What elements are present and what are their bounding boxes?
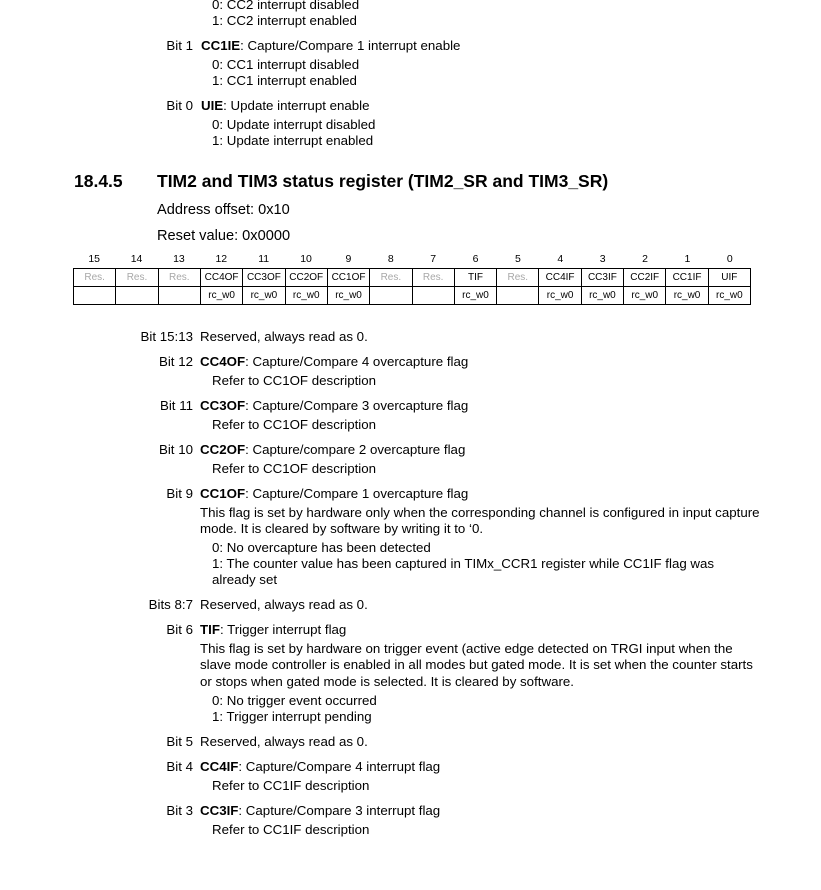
access-cell — [158, 287, 200, 305]
field-cell-cc4if: CC4IF — [539, 269, 581, 287]
access-cell: rc_w0 — [708, 287, 750, 305]
bit-number: 3 — [599, 253, 606, 265]
bit10-title — [200, 442, 465, 458]
bit-number: 4 — [557, 253, 564, 265]
bit15-13-text: Reserved, always read as 0. — [200, 329, 368, 344]
bit-number: 1 — [684, 253, 691, 265]
access-cell: rc_w0 — [581, 287, 623, 305]
bit11-name: CC3OF — [200, 398, 246, 413]
register-table — [73, 268, 751, 305]
access-row — [74, 287, 751, 305]
bit-number: 2 — [642, 253, 648, 265]
bit3-label: Bit 3 — [166, 803, 193, 818]
bit6-desc: : Trigger interrupt flag — [219, 622, 347, 637]
bit12-ref: Refer to CC1OF description — [212, 373, 377, 388]
bit10-name: CC2OF — [200, 442, 246, 457]
bit4-title — [200, 759, 440, 775]
bit1-desc: : Capture/Compare 1 interrupt enable — [240, 38, 461, 53]
bit9-desc: : Capture/Compare 1 overcapture flag — [245, 486, 469, 501]
bit1-name: CC1IE — [201, 38, 241, 53]
bit8-7-label: Bits 8:7 — [148, 597, 193, 612]
reset-value: Reset value: 0x0000 — [157, 228, 291, 244]
bit9-opt0: 0: No overcapture has been detected — [212, 540, 431, 555]
field-cell-tif: TIF — [454, 269, 496, 287]
section-title: TIM2 and TIM3 status register (TIM2_SR and TIM3_SR) — [157, 171, 609, 191]
access-cell — [116, 287, 158, 305]
bit1-opt0: 0: CC1 interrupt disabled — [212, 57, 360, 72]
field-cell-cc4of: CC4OF — [200, 269, 242, 287]
bit0-name: UIE — [201, 98, 224, 113]
field-cell-cc2of: CC2OF — [285, 269, 327, 287]
field-cell-cc1if: CC1IF — [666, 269, 708, 287]
bit6-para-line2: slave mode controller is enabled in all modes but gated mode. It is set when the counter starts — [200, 657, 753, 672]
bit1-title — [201, 38, 460, 54]
bit9-label: Bit 9 — [166, 486, 193, 501]
bit0-title — [201, 98, 370, 114]
access-cell: rc_w0 — [243, 287, 285, 305]
bit9-opt1: 1: The counter value has been captured in TIMx_CCR1 register while CC1IF flag was — [212, 556, 715, 571]
bit9-para-line1: This flag is set by hardware only when the corresponding channel is configured in input capture — [200, 505, 760, 520]
bit0-opt1: 1: Update interrupt enabled — [212, 133, 374, 148]
field-cell-reserved: Res. — [116, 269, 158, 287]
access-cell — [370, 287, 412, 305]
bit-number: 13 — [173, 253, 185, 265]
bit-number: 10 — [300, 253, 312, 265]
bit-number: 5 — [515, 253, 521, 265]
bit11-title — [200, 398, 468, 414]
field-cell-reserved: Res. — [497, 269, 539, 287]
section-number: 18.4.5 — [74, 171, 123, 191]
bit6-opt0: 0: No trigger event occurred — [212, 693, 377, 708]
bit10-desc: : Capture/compare 2 overcapture flag — [245, 442, 466, 457]
bit9-opt1-cont: already set — [212, 572, 278, 587]
bit4-ref: Refer to CC1IF description — [212, 778, 370, 793]
access-cell: rc_w0 — [624, 287, 666, 305]
bit-number: 14 — [130, 253, 143, 265]
bit4-desc: : Capture/Compare 4 interrupt flag — [238, 759, 441, 774]
bit3-ref: Refer to CC1IF description — [212, 822, 370, 837]
bit-number: 12 — [215, 253, 228, 265]
bit0-opt0: 0: Update interrupt disabled — [212, 117, 376, 132]
bit11-label: Bit 11 — [159, 398, 193, 413]
bit6-name: TIF — [200, 622, 220, 637]
bit12-title — [200, 354, 468, 370]
bit3-desc: : Capture/Compare 3 interrupt flag — [238, 803, 441, 818]
field-cell-uif: UIF — [708, 269, 750, 287]
field-row — [74, 269, 751, 287]
bit12-desc: : Capture/Compare 4 overcapture flag — [245, 354, 469, 369]
bit-number: 9 — [345, 253, 352, 265]
bit-number: 6 — [472, 253, 479, 265]
field-cell-reserved: Res. — [412, 269, 454, 287]
bit5-text: Reserved, always read as 0. — [200, 734, 368, 749]
bit-number-row — [73, 252, 751, 266]
access-cell — [74, 287, 116, 305]
bit6-opt1: 1: Trigger interrupt pending — [212, 709, 372, 724]
access-cell — [412, 287, 454, 305]
bit-number: 11 — [258, 253, 270, 265]
address-offset: Address offset: 0x10 — [157, 202, 290, 218]
field-cell-cc3if: CC3IF — [581, 269, 623, 287]
bit-number: 15 — [88, 253, 101, 265]
bit-number: 7 — [430, 253, 437, 265]
access-cell: rc_w0 — [454, 287, 496, 305]
bit9-title — [200, 486, 468, 502]
bit11-desc: : Capture/Compare 3 overcapture flag — [245, 398, 469, 413]
bit3-name: CC3IF — [200, 803, 239, 818]
bit9-para-line2: mode. It is cleared by software by writing it to ‘0. — [200, 521, 484, 536]
bit6-para-line3: or stops when gated mode is selected. It is cleared by software. — [200, 674, 574, 689]
bit12-name: CC4OF — [200, 354, 246, 369]
cc2-disabled-text: 0: CC2 interrupt disabled — [212, 0, 360, 12]
bit10-label: Bit 10 — [158, 442, 193, 457]
field-cell-cc1of: CC1OF — [327, 269, 369, 287]
access-cell: rc_w0 — [285, 287, 327, 305]
field-cell-cc2if: CC2IF — [624, 269, 666, 287]
bit15-13-label: Bit 15:13 — [140, 329, 193, 344]
bit-number: 0 — [726, 253, 733, 265]
bit8-7-text: Reserved, always read as 0. — [200, 597, 368, 612]
field-cell-reserved: Res. — [370, 269, 412, 287]
access-cell: rc_w0 — [200, 287, 242, 305]
bit12-label: Bit 12 — [158, 354, 193, 369]
field-cell-reserved: Res. — [158, 269, 200, 287]
bit1-label: Bit 1 — [166, 38, 193, 53]
access-cell: rc_w0 — [327, 287, 369, 305]
bit10-ref: Refer to CC1OF description — [212, 461, 377, 476]
bit4-name: CC4IF — [200, 759, 239, 774]
bit5-label: Bit 5 — [166, 734, 193, 749]
access-cell: rc_w0 — [666, 287, 708, 305]
bit11-ref: Refer to CC1OF description — [212, 417, 377, 432]
bit0-desc: : Update interrupt enable — [223, 98, 370, 113]
bit3-title — [200, 803, 440, 819]
bit-number: 8 — [387, 253, 394, 265]
bit1-opt1: 1: CC1 interrupt enabled — [212, 73, 357, 88]
access-cell: rc_w0 — [539, 287, 581, 305]
bit0-label: Bit 0 — [166, 98, 193, 113]
bit6-title — [200, 622, 346, 638]
cc2-enabled-text: 1: CC2 interrupt enabled — [212, 13, 357, 28]
field-cell-reserved: Res. — [74, 269, 116, 287]
access-cell — [497, 287, 539, 305]
bit4-label: Bit 4 — [166, 759, 193, 774]
bit6-para-line1: This flag is set by hardware on trigger event (active edge detected on TRGI input when the — [200, 641, 733, 656]
bit9-name: CC1OF — [200, 486, 246, 501]
field-cell-cc3of: CC3OF — [243, 269, 285, 287]
bit6-label: Bit 6 — [166, 622, 193, 637]
